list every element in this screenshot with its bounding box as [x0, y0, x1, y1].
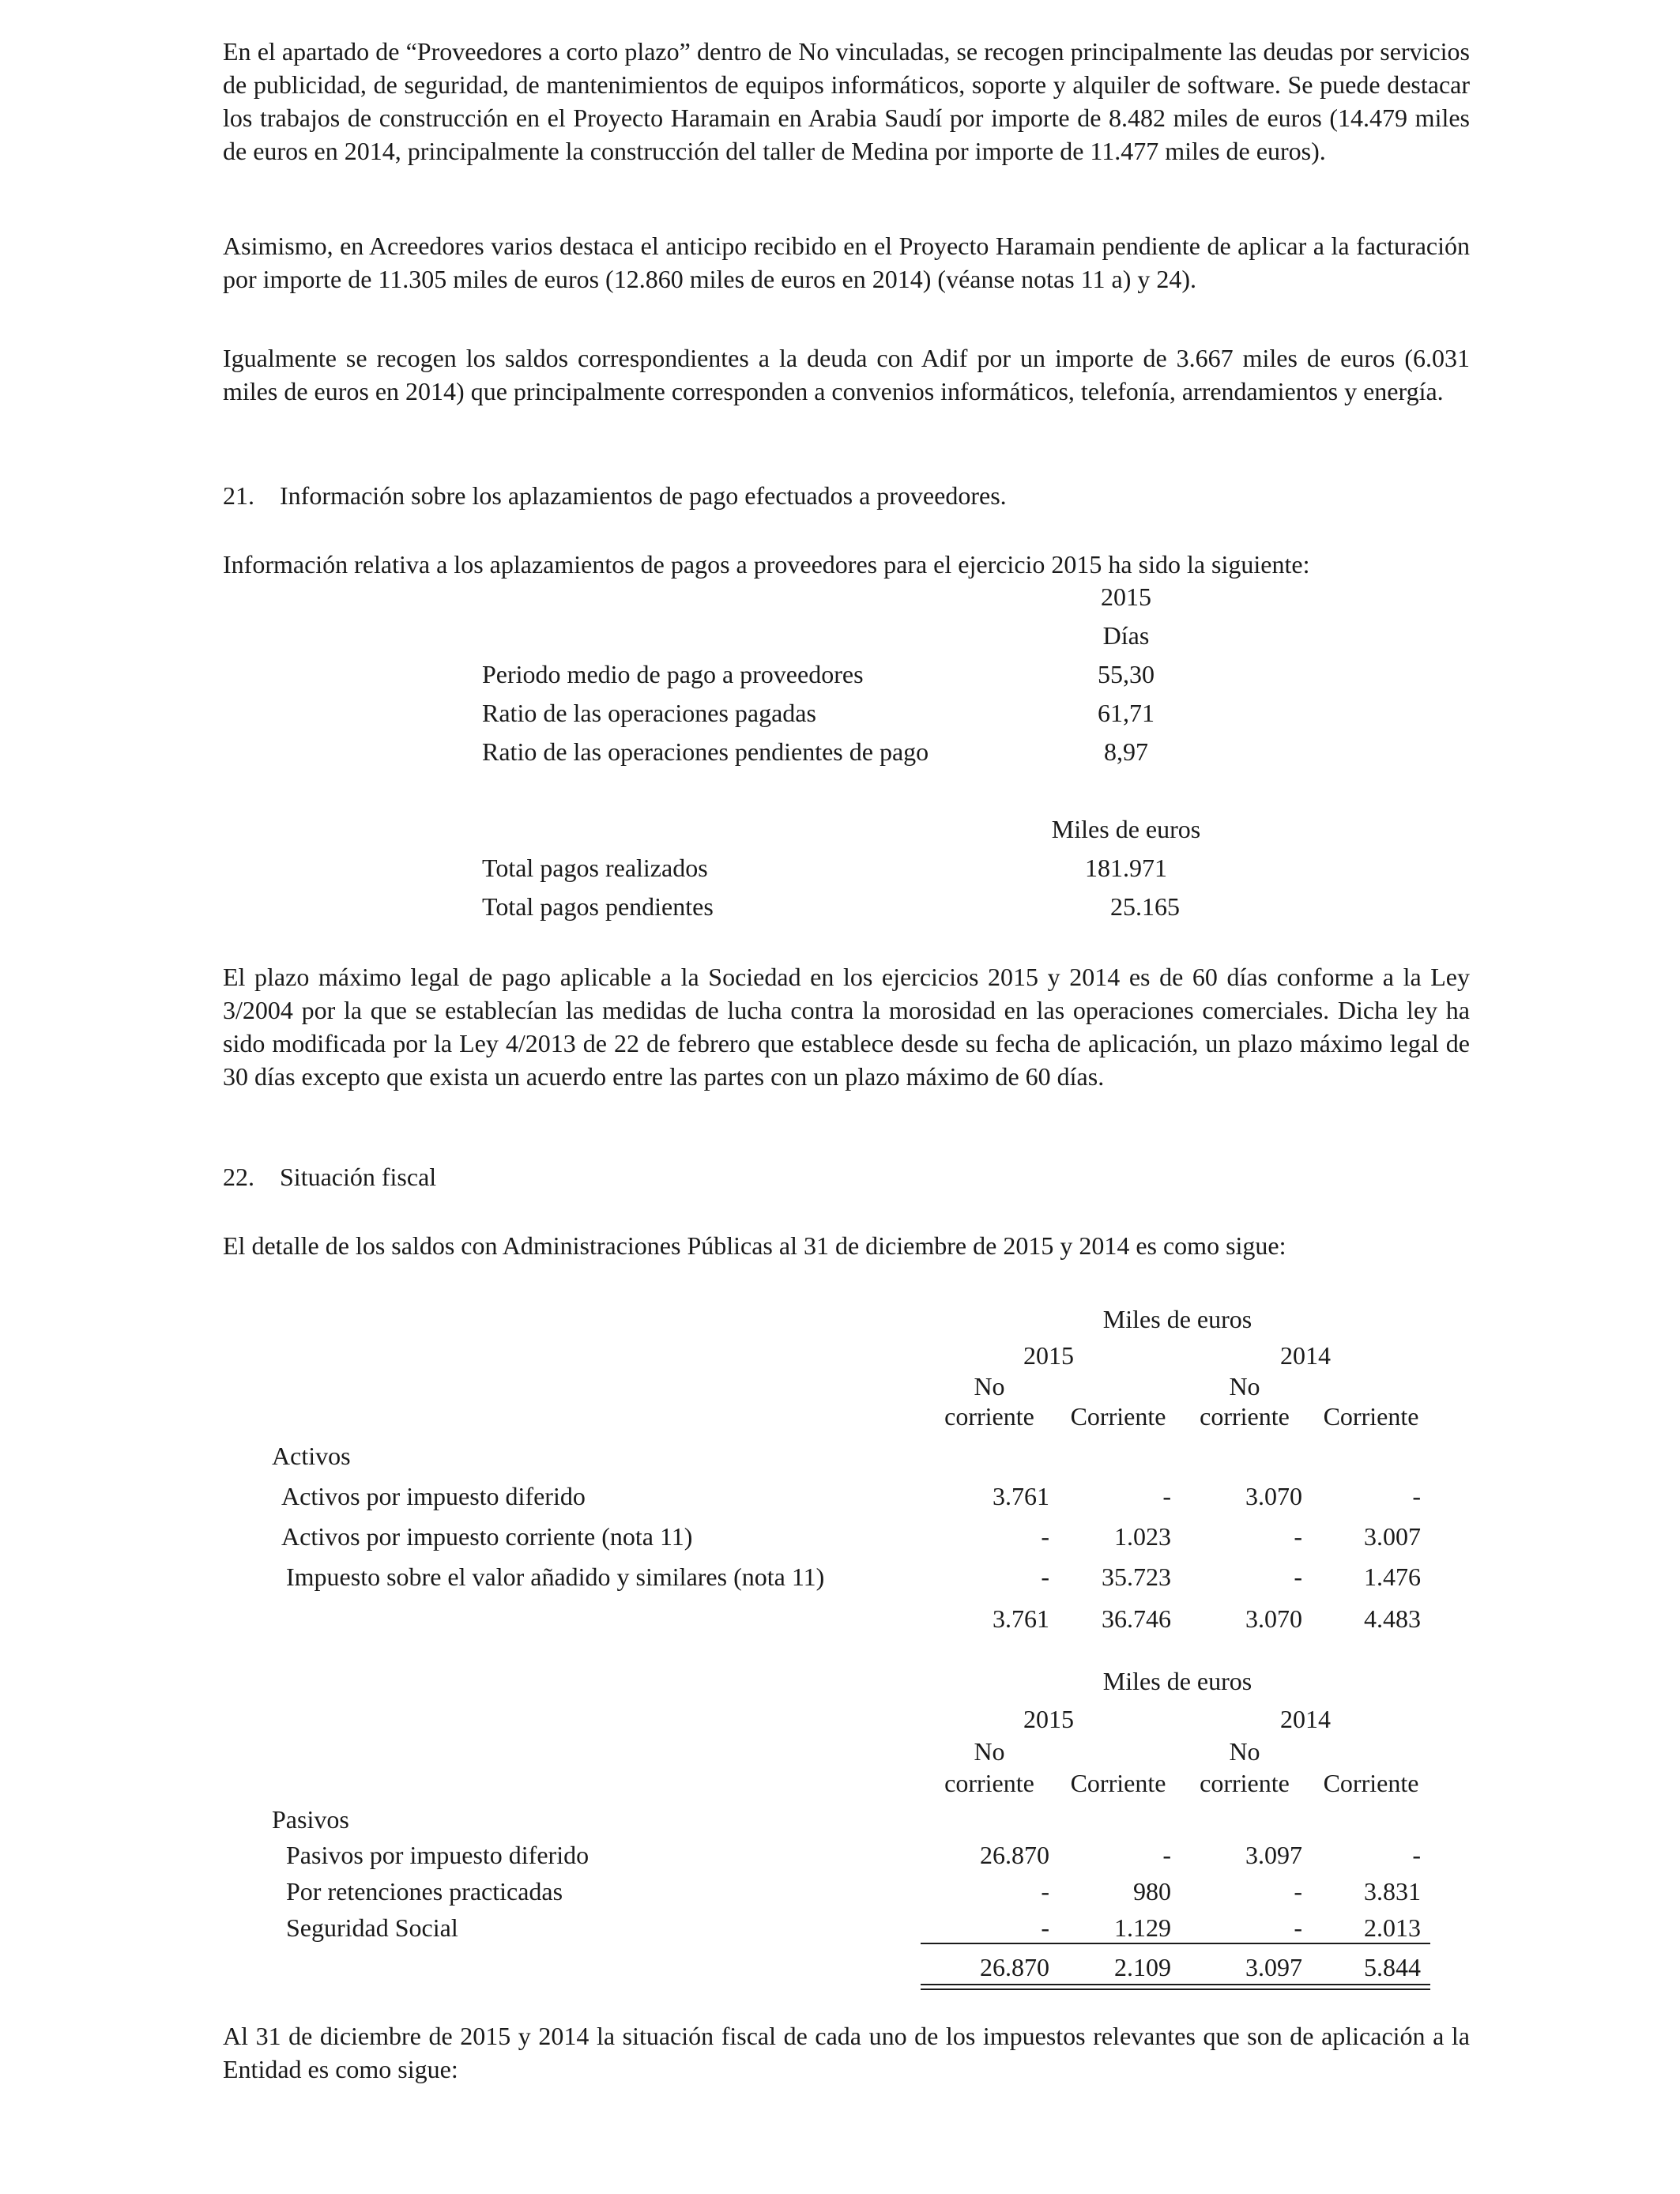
cell: -	[1412, 1482, 1421, 1510]
row-label: Por retenciones practicadas	[286, 1877, 563, 1906]
column-header-corriente: Corriente	[1070, 1769, 1166, 1797]
total-cell: 5.844	[1364, 1953, 1421, 1981]
cell: -	[1294, 1913, 1302, 1942]
cell: 3.070	[1245, 1482, 1302, 1510]
column-header-unit: Días	[1102, 621, 1150, 650]
column-header-unit-euros: Miles de euros	[1051, 815, 1201, 843]
column-header-year: 2015	[1023, 1341, 1074, 1370]
column-header-corriente: Corriente	[1070, 1402, 1166, 1431]
column-header-unit: Miles de euros	[1102, 1305, 1252, 1333]
column-header-year: 2015	[1023, 1705, 1074, 1733]
subtotal-rule	[921, 1943, 1430, 1944]
column-header-year: 2015	[1101, 582, 1151, 611]
cell: -	[1041, 1877, 1049, 1906]
table-section-title: Activos	[272, 1442, 351, 1470]
total-cell: 26.870	[980, 1953, 1049, 1981]
column-header-no: No	[1229, 1372, 1260, 1400]
paragraph-plazo-legal: El plazo máximo legal de pago aplicable a la Sociedad en los ejercicios 2015 y 2014 es de 60 días conforme a la Ley 3/2004 por la que se establecían las medidas de lucha contra la morosidad en las operaciones comerciales. Dicha ley ha sido modificada por la Ley 4/2013 de 22 de febrero que establece desde su fecha de aplicación, un plazo máximo legal de 30 días excepto que exista un acuerdo entre las partes con un plazo máximo de 60 días.	[223, 963, 1470, 1091]
row-value: 8,97	[1104, 737, 1148, 766]
row-label: Impuesto sobre el valor añadido y similares (nota 11)	[286, 1563, 825, 1591]
total-cell: 3.070	[1245, 1604, 1302, 1633]
row-label: Ratio de las operaciones pendientes de pago	[482, 737, 929, 766]
section-title: Situación fiscal	[280, 1163, 437, 1191]
cell: 1.129	[1114, 1913, 1171, 1942]
row-label: Periodo medio de pago a proveedores	[482, 660, 864, 688]
cell: 3.761	[993, 1482, 1049, 1510]
cell: 35.723	[1102, 1563, 1171, 1591]
cell: -	[1041, 1522, 1049, 1551]
paragraph-proveedores: En el apartado de “Proveedores a corto plazo” dentro de No vinculadas, se recogen principalmente las deudas por servicios de publicidad, de seguridad, de mantenimientos de equipos informáticos, soporte y alquiler de software. Se puede destacar los trabajos de construcción en el Proyecto Haramain en Arabia Saudí por importe de 8.482 miles de euros (14.479 miles de euros en 2014, principalmente la construcción del taller de Medina por importe de 11.477 miles de euros).	[223, 37, 1470, 165]
paragraph-situacion-fiscal: Al 31 de diciembre de 2015 y 2014 la situación fiscal de cada uno de los impuestos relevantes que son de aplicación a la Entidad es como sigue:	[223, 2022, 1470, 2083]
column-header-unit: Miles de euros	[1102, 1667, 1252, 1695]
row-label: Activos por impuesto diferido	[281, 1482, 586, 1510]
row-value: 55,30	[1098, 660, 1155, 688]
cell: -	[1412, 1841, 1421, 1869]
paragraph-administraciones: El detalle de los saldos con Administraciones Públicas al 31 de diciembre de 2015 y 2014 es como sigue:	[223, 1231, 1286, 1260]
total-cell: 4.483	[1364, 1604, 1421, 1633]
section-heading-21	[223, 479, 1007, 512]
cell: -	[1041, 1913, 1049, 1942]
total-cell: 3.097	[1245, 1953, 1302, 1981]
table-section-title: Pasivos	[272, 1805, 349, 1834]
row-value: 181.971	[1085, 854, 1167, 882]
row-label: Total pagos pendientes	[482, 892, 714, 921]
cell: -	[1162, 1841, 1171, 1869]
column-header-no-corriente: corriente	[1200, 1769, 1290, 1797]
column-header-no-corriente: corriente	[944, 1769, 1034, 1797]
row-label: Total pagos realizados	[482, 854, 708, 882]
cell: 3.097	[1245, 1841, 1302, 1869]
cell: 1.476	[1364, 1563, 1421, 1591]
column-header-year: 2014	[1280, 1705, 1331, 1733]
total-double-rule-top	[921, 1984, 1430, 1985]
cell: 980	[1133, 1877, 1171, 1906]
row-value: 61,71	[1098, 699, 1155, 727]
column-header-corriente: Corriente	[1323, 1402, 1419, 1431]
total-double-rule-bottom	[921, 1989, 1430, 1990]
cell: 26.870	[980, 1841, 1049, 1869]
column-header-no: No	[974, 1372, 1005, 1400]
paragraph-acreedores: Asimismo, en Acreedores varios destaca el anticipo recibido en el Proyecto Haramain pendiente de aplicar a la facturación por importe de 11.305 miles de euros (12.860 miles de euros en 2014) (véanse notas 11 a) y 24).	[223, 232, 1470, 293]
section-number: 22.	[223, 1163, 254, 1191]
cell: -	[1294, 1563, 1302, 1591]
column-header-no: No	[974, 1737, 1005, 1766]
row-value: 25.165	[1110, 892, 1180, 921]
cell: 3.831	[1364, 1877, 1421, 1906]
column-header-no-corriente: corriente	[944, 1402, 1034, 1431]
column-header-corriente: Corriente	[1323, 1769, 1419, 1797]
cell: -	[1294, 1522, 1302, 1551]
row-label: Ratio de las operaciones pagadas	[482, 699, 816, 727]
total-cell: 36.746	[1102, 1604, 1171, 1633]
cell: -	[1294, 1877, 1302, 1906]
cell: 3.007	[1364, 1522, 1421, 1551]
row-label: Pasivos por impuesto diferido	[286, 1841, 590, 1869]
row-label: Activos por impuesto corriente (nota 11)	[281, 1522, 693, 1551]
cell: -	[1162, 1482, 1171, 1510]
section-heading-22	[223, 1160, 436, 1193]
section-title: Información sobre los aplazamientos de pago efectuados a proveedores.	[280, 481, 1007, 510]
column-header-no-corriente: corriente	[1200, 1402, 1290, 1431]
section-number: 21.	[223, 481, 254, 510]
cell: -	[1041, 1563, 1049, 1591]
column-header-no: No	[1229, 1737, 1260, 1766]
paragraph-aplazamientos-intro: Información relativa a los aplazamientos de pagos a proveedores para el ejercicio 2015 ha sido la siguiente:	[223, 550, 1310, 579]
total-cell: 2.109	[1114, 1953, 1171, 1981]
cell: 1.023	[1114, 1522, 1171, 1551]
paragraph-adif: Igualmente se recogen los saldos correspondientes a la deuda con Adif por un importe de 3.667 miles de euros (6.031 miles de euros en 2014) que principalmente corresponden a convenios informáticos, telefonía, arrendamientos y energía.	[223, 344, 1470, 405]
row-label: Seguridad Social	[286, 1913, 458, 1942]
cell: 2.013	[1364, 1913, 1421, 1942]
total-cell: 3.761	[993, 1604, 1049, 1633]
column-header-year: 2014	[1280, 1341, 1331, 1370]
